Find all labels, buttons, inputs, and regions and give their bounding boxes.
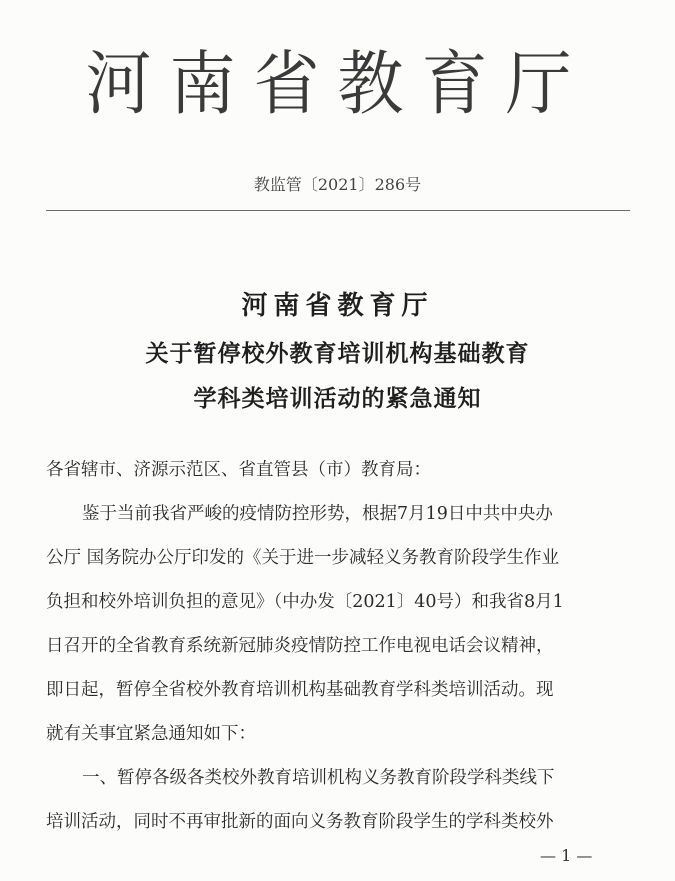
notice-title-line-3: 学科类培训活动的紧急通知 <box>193 385 482 412</box>
body-line: 培训活动，同时不再审批新的面向义务教育阶段学生的学科类校外 <box>46 812 554 832</box>
body-line: 鉴于当前我省严峻的疫情防控形势，根据7月19日中共中央办 <box>82 504 553 524</box>
body-line: 即日起，暂停全省校外教育培训机构基础教育学科类培训活动。现 <box>46 680 554 700</box>
notice-title-line-2: 关于暂停校外教育培训机构基础教育 <box>145 340 530 367</box>
header-divider <box>46 210 630 211</box>
addressee: 各省辖市、济源示范区、省直管县（市）教育局： <box>46 460 431 480</box>
body-line: 就有关事宜紧急通知如下： <box>46 724 256 744</box>
body-line: 一、暂停各级各类校外教育培训机构义务教育阶段学科类线下 <box>82 768 555 788</box>
body-line: 公厅 国务院办公厅印发的《关于进一步减轻义务教育阶段学生作业 <box>46 548 560 568</box>
letterhead-title: 河南省教育厅 <box>85 43 590 125</box>
body-line: 日召开的全省教育系统新冠肺炎疫情防控工作电视电话会议精神， <box>46 636 554 656</box>
document-number: 教监管〔2021〕286号 <box>253 175 422 194</box>
body-line: 负担和校外培训负担的意见》（中办发〔2021〕40号）和我省8月1 <box>46 592 564 612</box>
page-number: — 1 — <box>540 846 593 865</box>
notice-title-line-1: 河南省教育厅 <box>241 291 434 321</box>
